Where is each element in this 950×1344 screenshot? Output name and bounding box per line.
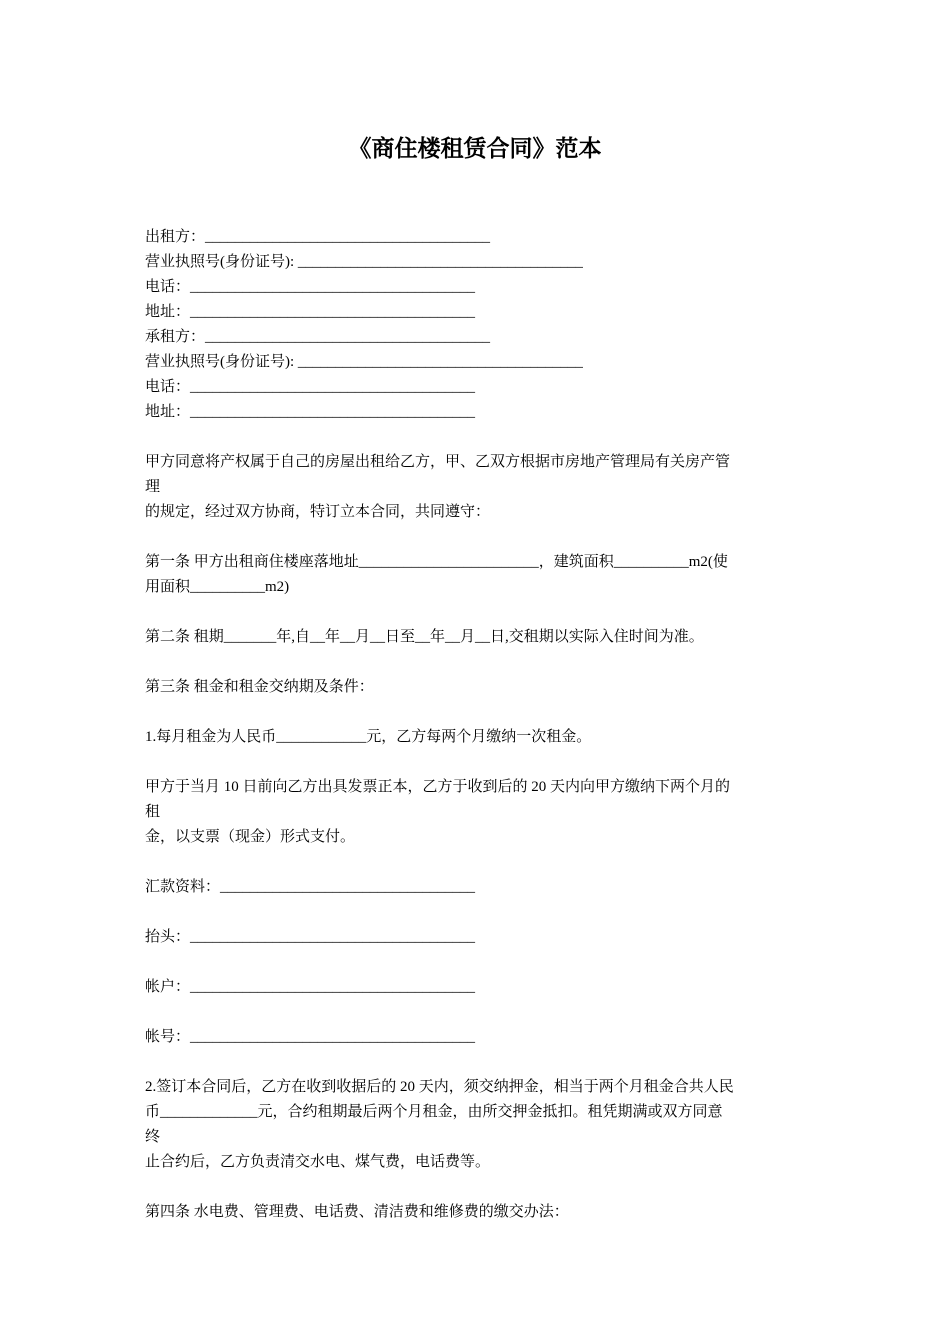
text-line: 地址：______________________________________ (145, 404, 476, 420)
blank-line (145, 900, 810, 925)
text-line: 地址：______________________________________ (145, 304, 476, 320)
text-line: 电话：______________________________________ (145, 279, 476, 295)
text-line: 电话：______________________________________ (145, 379, 476, 395)
blank-line (145, 1000, 810, 1025)
blank-line (145, 700, 810, 725)
text-line: 甲方于当月 10 日前向乙方出具发票正本，乙方于收到后的 20 天内向甲方缴纳下两个月的 (145, 779, 731, 795)
document-title: 《商住楼租赁合同》范本 (348, 135, 602, 162)
document-body (145, 225, 810, 1225)
text-line: 承租方：______________________________________ (145, 329, 491, 345)
blank-line (145, 950, 810, 975)
text-line: 帐号：______________________________________ (145, 1029, 476, 1045)
blank-line (145, 1050, 810, 1075)
blank-line (145, 650, 810, 675)
text-line: 营业执照号(身份证号): ______________________________________ (145, 254, 583, 270)
text-line: 第二条 租期_______年,自__年__月__日至__年__月__日,交租期以实际入住时间为准。 (145, 629, 704, 645)
text-line: 租 (145, 804, 161, 820)
text-line: 用面积__________m2) (145, 579, 290, 595)
text-line: 终 (145, 1129, 161, 1145)
text-line: 第三条 租金和租金交纳期及条件： (145, 679, 374, 695)
text-line: 汇款资料：__________________________________ (145, 879, 476, 895)
text-line: 止合约后，乙方负责清交水电、煤气费，电话费等。 (145, 1154, 491, 1170)
blank-line (145, 600, 810, 625)
text-line: 甲方同意将产权属于自己的房屋出租给乙方，甲、乙双方根据市房地产管理局有关房产管 (145, 454, 731, 470)
blank-line (145, 1175, 810, 1200)
text-line: 金，以支票（现金）形式支付。 (145, 829, 356, 845)
text-line: 出租方：______________________________________ (145, 229, 491, 245)
text-line: 理 (145, 479, 161, 495)
blank-line (145, 425, 810, 450)
text-line: 的规定，经过双方协商，特订立本合同，共同遵守： (145, 504, 491, 520)
blank-line (145, 850, 810, 875)
text-line: 帐户：______________________________________ (145, 979, 476, 995)
text-line: 第四条 水电费、管理费、电话费、清洁费和维修费的缴交办法： (145, 1204, 569, 1220)
text-line: 2.签订本合同后，乙方在收到收据后的 20 天内，须交纳押金，相当于两个月租金合共人民 (145, 1079, 734, 1095)
text-line: 第一条 甲方出租商住楼座落地址________________________，建筑面积__________m2(使 (145, 554, 728, 570)
text-line: 抬头：______________________________________ (145, 929, 476, 945)
text-line: 币_____________元，合约租期最后两个月租金，由所交押金抵扣。租凭期满或双方同意 (145, 1104, 723, 1120)
blank-line (145, 525, 810, 550)
blank-line (145, 750, 810, 775)
text-line: 营业执照号(身份证号): ______________________________________ (145, 354, 583, 370)
text-line: 1.每月租金为人民币____________元，乙方每两个月缴纳一次租金。 (145, 729, 592, 745)
